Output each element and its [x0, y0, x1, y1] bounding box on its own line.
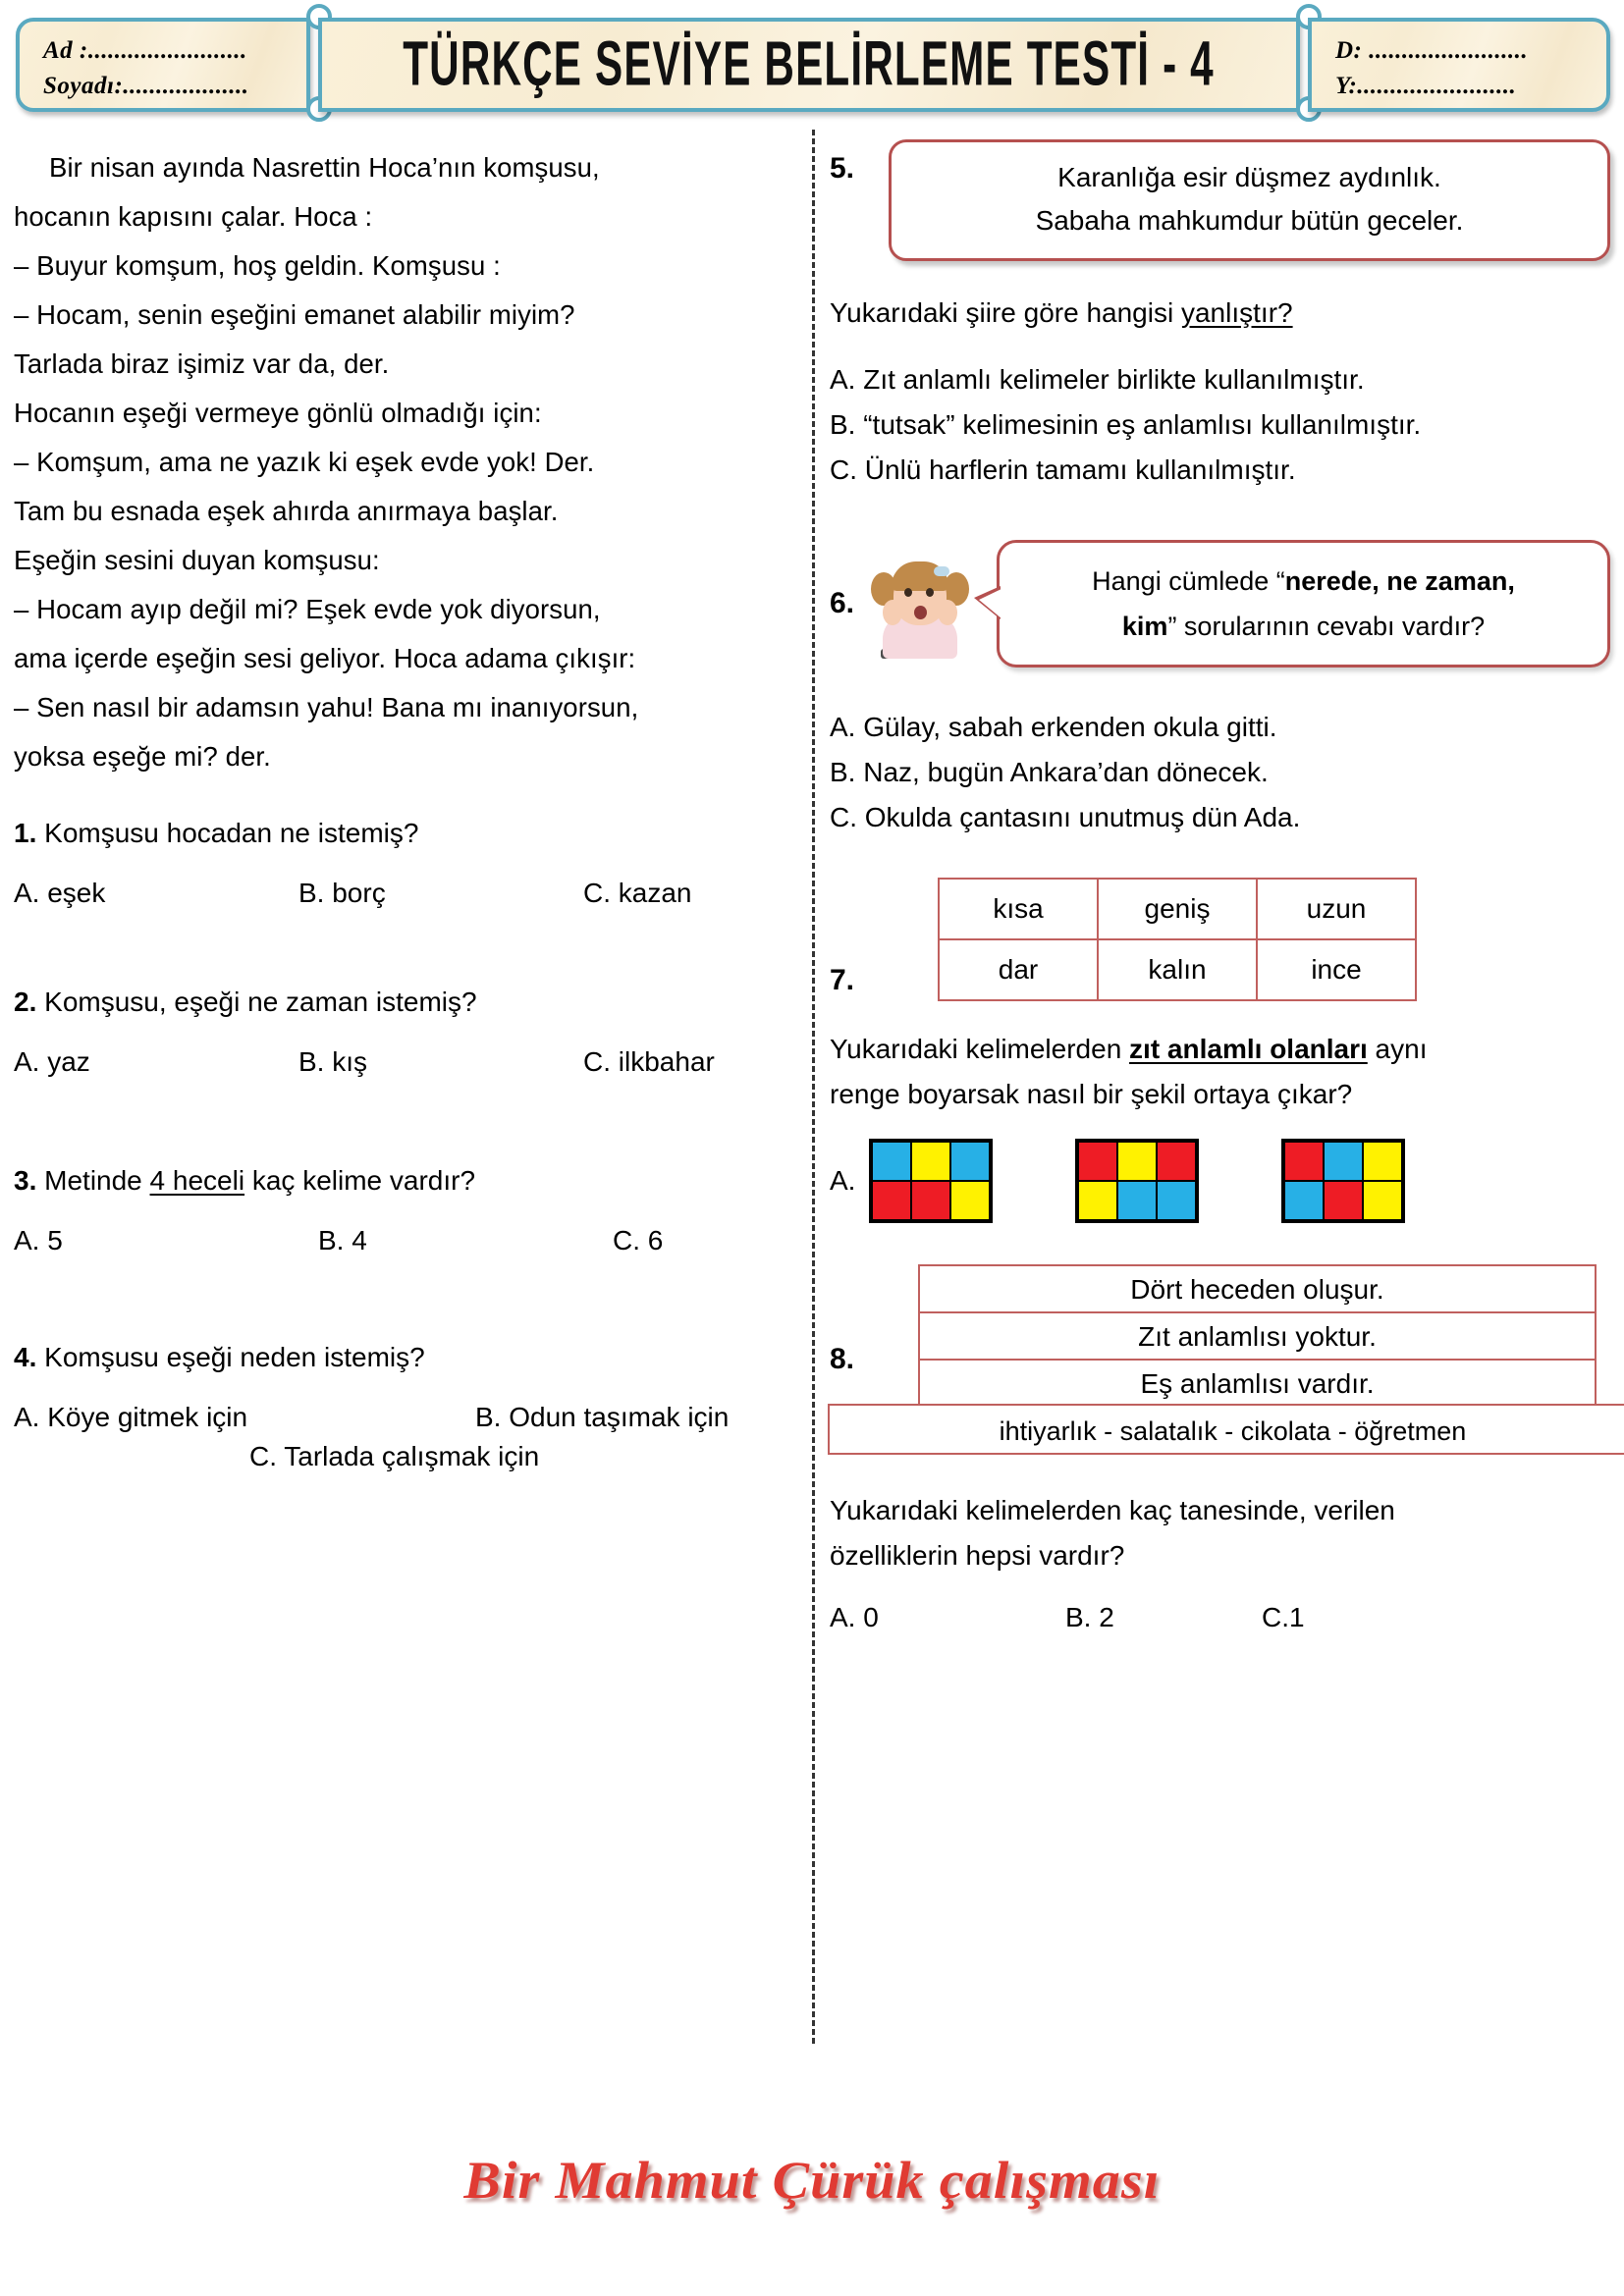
question-8-property-row: Dört heceden oluşur. [918, 1264, 1597, 1311]
passage-line: – Buyur komşum, hoş geldin. Komşusu : [14, 250, 501, 281]
student-surname-label: Soyadı:................... [43, 73, 249, 99]
question-8-word-list: ihtiyarlık - salatalık - cikolata - öğretmen [828, 1404, 1624, 1455]
passage-line: – Hocam, senin eşeğini emanet alabilir miyim? [14, 299, 575, 330]
passage-line: – Sen nasıl bir adamsın yahu! Bana mı inanıyorsun, [14, 692, 639, 722]
author-credit: Bir Mahmut Çürük çalışması [463, 2151, 1161, 2210]
question-2-text: Komşusu, eşeği ne zaman istemiş? [44, 987, 477, 1017]
question-4-option-c[interactable]: C. Tarlada çalışmak için [249, 1441, 540, 1471]
left-column [14, 130, 799, 1470]
question-5-poem-box [889, 139, 1610, 261]
question-1-text: Komşusu hocadan ne istemiş? [44, 818, 419, 848]
question-7-prompt-line-2: renge boyarsak nasıl bir şekil ortaya çıkar? [830, 1079, 1353, 1109]
question-6-line1-plain: Hangi cümlede “ [1092, 566, 1285, 596]
question-4-option-b[interactable]: B. Odun taşımak için [475, 1402, 730, 1432]
question-2 [14, 980, 799, 1076]
column-divider [812, 130, 815, 2044]
color-cell-yellow [950, 1181, 990, 1220]
question-8-prompt-line-2: özelliklerin hepsi vardır? [830, 1540, 1125, 1571]
color-grid-3[interactable] [1281, 1139, 1405, 1223]
question-3 [14, 1158, 799, 1255]
correct-count-label: D: ........................ [1335, 37, 1529, 64]
word-cell: dar [939, 939, 1098, 1000]
question-2-option-a[interactable]: A. yaz [14, 1046, 90, 1077]
question-6-number: 6. [830, 587, 855, 619]
question-7-option-a-letter: A. [830, 1165, 856, 1196]
word-cell: kısa [939, 879, 1098, 939]
question-8-prompt-line-1: Yukarıdaki kelimelerden kaç tanesinde, verilen [830, 1495, 1395, 1525]
question-7-prompt-after: aynı [1367, 1034, 1428, 1064]
poem-line-2: Sabaha mahkumdur bütün geceler. [1035, 205, 1464, 236]
word-cell: kalın [1098, 939, 1257, 1000]
question-7-answer-row [830, 1139, 1610, 1223]
surprised-girl-photo [869, 549, 971, 659]
question-6-line2-plain: ” sorularının cevabı vardır? [1167, 612, 1486, 641]
question-8-number: 8. [830, 1343, 855, 1375]
poem-line-1: Karanlığa esir düşmez aydınlık. [1057, 162, 1441, 192]
question-8-property-row: Eş anlamlısı vardır. [918, 1359, 1597, 1406]
question-2-option-b[interactable]: B. kış [298, 1046, 368, 1077]
color-cell-cyan [950, 1142, 990, 1181]
question-5-option-c[interactable]: C. Ünlü harflerin tamamı kullanılmıştır. [830, 454, 1296, 485]
question-3-number: 3. [14, 1165, 37, 1196]
question-8-option-a[interactable]: A. 0 [830, 1602, 879, 1632]
question-6-line2-bold: kim [1121, 612, 1168, 641]
worksheet-header [0, 8, 1624, 124]
question-5-option-a[interactable]: A. Zıt anlamlı kelimeler birlikte kullanılmıştır. [830, 364, 1365, 395]
question-7-word-table [938, 878, 1417, 1001]
passage-line: – Komşum, ama ne yazık ki eşek evde yok! Der. [14, 447, 595, 477]
question-1 [14, 811, 799, 907]
passage-line: Bir nisan ayında Nasrettin Hoca’nın komşusu, [49, 152, 600, 183]
color-cell-yellow [1078, 1181, 1117, 1220]
question-3-text-before: Metinde [44, 1165, 150, 1196]
word-cell: uzun [1257, 879, 1416, 939]
question-3-text-after: kaç kelime vardır? [244, 1165, 476, 1196]
color-cell-cyan [1324, 1142, 1363, 1181]
color-cell-red [1078, 1142, 1117, 1181]
word-cell: ince [1257, 939, 1416, 1000]
question-7-prompt-keyword: zıt anlamlı olanları [1129, 1034, 1368, 1064]
question-5-prompt [830, 291, 1610, 336]
student-name-label: Ad :........................ [43, 37, 247, 64]
passage-line: yoksa eşeğe mi? der. [14, 741, 271, 772]
question-5-number: 5. [830, 152, 855, 185]
question-6-option-b[interactable]: B. Naz, bugün Ankara’dan dönecek. [830, 757, 1269, 787]
color-cell-cyan [1157, 1181, 1196, 1220]
passage-line: Tarlada biraz işimiz var da, der. [14, 348, 390, 379]
question-2-option-c[interactable]: C. ilkbahar [583, 1046, 715, 1077]
question-8 [830, 1264, 1610, 1455]
question-7-color-grids[interactable] [869, 1139, 1405, 1223]
passage-line: ama içerde eşeğin sesi geliyor. Hoca adama çıkışır: [14, 643, 636, 673]
passage-line: – Hocam ayıp değil mi? Eşek evde yok diyorsun, [14, 594, 601, 624]
reading-passage [14, 143, 799, 781]
student-name-box [16, 18, 310, 112]
worksheet-title-box [318, 18, 1300, 112]
question-6-option-a[interactable]: A. Gülay, sabah erkenden okula gitti. [830, 712, 1277, 742]
question-1-option-a[interactable]: A. eşek [14, 878, 106, 908]
wrong-count-label: Y:........................ [1335, 73, 1517, 99]
question-1-number: 1. [14, 818, 37, 848]
color-cell-red [1284, 1142, 1324, 1181]
question-1-option-c[interactable]: C. kazan [583, 878, 692, 908]
question-7-number: 7. [830, 964, 855, 996]
color-cell-cyan [1284, 1181, 1324, 1220]
word-cell: geniş [1098, 879, 1257, 939]
question-3-option-b[interactable]: B. 4 [318, 1225, 367, 1255]
color-cell-cyan [872, 1142, 911, 1181]
table-row [939, 939, 1416, 1000]
question-8-option-c[interactable]: C.1 [1262, 1602, 1305, 1632]
question-5-prompt-before: Yukarıdaki şiire göre hangisi [830, 297, 1181, 328]
table-row [939, 879, 1416, 939]
question-3-keyword: 4 heceli [149, 1165, 245, 1196]
color-grid-2[interactable] [1075, 1139, 1199, 1223]
question-4-text: Komşusu eşeği neden istemiş? [44, 1342, 425, 1372]
color-cell-yellow [911, 1142, 950, 1181]
color-cell-yellow [1117, 1142, 1157, 1181]
color-cell-yellow [1363, 1142, 1402, 1181]
color-cell-red [1157, 1142, 1196, 1181]
question-3-option-c[interactable]: C. 6 [613, 1225, 664, 1255]
question-7-prompt-line-1 [830, 1027, 1610, 1072]
question-8-option-b[interactable]: B. 2 [1065, 1602, 1114, 1632]
color-cell-yellow [1363, 1181, 1402, 1220]
right-column [830, 130, 1610, 1631]
question-3-option-a[interactable]: A. 5 [14, 1225, 63, 1255]
question-4 [14, 1335, 799, 1470]
color-grid-1[interactable] [869, 1139, 993, 1223]
question-1-option-b[interactable]: B. borç [298, 878, 386, 908]
color-cell-red [872, 1181, 911, 1220]
page-title: TÜRKÇE SEVİYE BELİRLEME TESTİ - 4 [403, 28, 1216, 99]
passage-line: hocanın kapısını çalar. Hoca : [14, 201, 373, 232]
question-7 [830, 878, 1610, 1001]
question-6 [830, 540, 1610, 667]
color-cell-red [911, 1181, 950, 1220]
color-cell-cyan [1117, 1181, 1157, 1220]
question-4-option-a[interactable]: A. Köye gitmek için [14, 1402, 248, 1432]
question-2-number: 2. [14, 987, 37, 1017]
passage-line: Tam bu esnada eşek ahırda anırmaya başlar. [14, 496, 559, 526]
passage-line: Eşeğin sesini duyan komşusu: [14, 545, 380, 575]
question-4-number: 4. [14, 1342, 37, 1372]
question-7-prompt-before: Yukarıdaki kelimelerden [830, 1034, 1130, 1064]
passage-line: Hocanın eşeği vermeye gönlü olmadığı için: [14, 398, 542, 428]
question-6-line1-bold: nerede, ne zaman, [1284, 566, 1515, 596]
score-box [1308, 18, 1610, 112]
question-5-prompt-keyword: yanlıştır? [1180, 297, 1293, 328]
question-6-option-c[interactable]: C. Okulda çantasını unutmuş dün Ada. [830, 802, 1301, 832]
question-5-option-b[interactable]: B. “tutsak” kelimesinin eş anlamlısı kullanılmıştır. [830, 409, 1422, 440]
color-cell-red [1324, 1181, 1363, 1220]
question-8-property-row: Zıt anlamlısı yoktur. [918, 1311, 1597, 1359]
question-5 [830, 139, 1610, 261]
question-6-speech-bubble [997, 540, 1610, 667]
worksheet-footer [0, 2150, 1624, 2211]
